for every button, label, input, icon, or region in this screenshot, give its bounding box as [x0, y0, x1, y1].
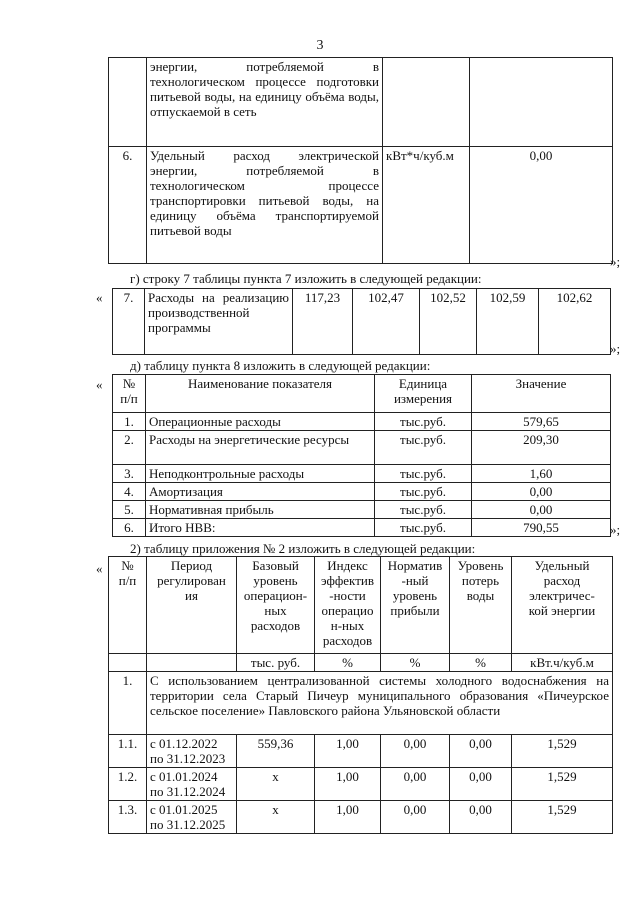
open-quote: « [96, 377, 103, 392]
table-row [113, 431, 611, 465]
cell-unit: тыс.руб. [375, 519, 472, 537]
cell-value: 102,52 [420, 289, 477, 355]
paragraph-g: г) строку 7 таблицы пункта 7 изложить в следующей редакции: [130, 271, 482, 286]
header-num: № п/п [113, 375, 146, 413]
cell-losses: 0,00 [450, 735, 512, 768]
cell-num: 3. [113, 465, 146, 483]
close-quote: »; [610, 341, 621, 356]
cell-value: 0,00 [472, 483, 611, 501]
cell-index: 1,00 [315, 735, 381, 768]
table-row [109, 768, 613, 801]
header-profit: Норматив -ный уровень прибыли [381, 557, 450, 654]
cell-base: 559,36 [237, 735, 315, 768]
cell-base: x [237, 768, 315, 801]
header-value: Значение [472, 375, 611, 413]
cell-period: с 01.01.2025 по 31.12.2025 [147, 801, 237, 834]
unit-losses: % [450, 654, 512, 672]
page-number: 3 [316, 38, 324, 53]
cell-unit: тыс.руб. [375, 431, 472, 465]
cell-name: Расходы на энергетические ресурсы [146, 431, 375, 465]
header-losses: Уровень потерь воды [450, 557, 512, 654]
cell-profit: 0,00 [381, 735, 450, 768]
cell-num: 1.1. [109, 735, 147, 768]
cell-name: Удельный расход электрической энергии, потребляемой в технологическом процессе транспортировки питьевой воды, на единицу объёма транспортируемой питьевой воды [147, 147, 383, 264]
cell-name: Расходы на реализацию производственной программы [145, 289, 293, 355]
cell-name: Нормативная прибыль [146, 501, 375, 519]
cell-profit: 0,00 [381, 768, 450, 801]
table-row [109, 58, 613, 147]
unit-base: тыс. руб. [237, 654, 315, 672]
cell-num: 6. [109, 147, 147, 264]
table-row [109, 735, 613, 768]
cell-num: 1. [113, 413, 146, 431]
table-row [109, 147, 613, 264]
cell-unit: тыс.руб. [375, 501, 472, 519]
close-quote: »; [610, 522, 621, 537]
table-8 [112, 374, 611, 537]
cell-value: 0,00 [470, 147, 613, 264]
cell-unit: тыс.руб. [375, 465, 472, 483]
paragraph-d: д) таблицу пункта 8 изложить в следующей редакции: [130, 358, 431, 373]
cell-num: 1.3. [109, 801, 147, 834]
table-row [113, 483, 611, 501]
cell-name: Неподконтрольные расходы [146, 465, 375, 483]
cell-value: 0,00 [472, 501, 611, 519]
table-appendix-2 [108, 556, 613, 834]
unit-num [109, 654, 147, 672]
unit-period [147, 654, 237, 672]
table-units-row [109, 654, 613, 672]
cell-energy: 1,529 [512, 735, 613, 768]
cell-energy: 1,529 [512, 801, 613, 834]
cell-unit [383, 58, 470, 147]
table-row [113, 465, 611, 483]
header-num: № п/п [109, 557, 147, 654]
header-period: Период регулирован ия [147, 557, 237, 654]
header-index: Индекс эффектив -ности операцио н-ных расходов [315, 557, 381, 654]
table-row [109, 801, 613, 834]
cell-value: 790,55 [472, 519, 611, 537]
open-quote: « [96, 561, 103, 576]
header-base: Базовый уровень операцион- ных расходов [237, 557, 315, 654]
cell-unit: тыс.руб. [375, 413, 472, 431]
cell-value: 117,23 [293, 289, 353, 355]
cell-index: 1,00 [315, 801, 381, 834]
cell-unit: тыс.руб. [375, 483, 472, 501]
cell-name: энергии, потребляемой в технологическом процессе подготовки питьевой воды, на единицу объёма воды, отпускаемой в сеть [147, 58, 383, 147]
cell-name: Амортизация [146, 483, 375, 501]
table-row [113, 519, 611, 537]
cell-losses: 0,00 [450, 768, 512, 801]
cell-value: 102,62 [539, 289, 611, 355]
table-row [113, 413, 611, 431]
cell-profit: 0,00 [381, 801, 450, 834]
table-row [113, 501, 611, 519]
cell-num: 7. [113, 289, 145, 355]
cell-num: 2. [113, 431, 146, 465]
section-text: С использованием централизованной системы холодного водоснабжения на территории села Старый Пичеур муниципального образования «Пичеурское сельское поселение» Павловского района Ульяновской области [147, 672, 613, 735]
cell-num: 6. [113, 519, 146, 537]
cell-value: 1,60 [472, 465, 611, 483]
cell-unit: кВт*ч/куб.м [383, 147, 470, 264]
header-unit: Единица измерения [375, 375, 472, 413]
unit-energy: кВт.ч/куб.м [512, 654, 613, 672]
header-name: Наименование показателя [146, 375, 375, 413]
table-header-row [113, 375, 611, 413]
unit-index: % [315, 654, 381, 672]
cell-num: 1.2. [109, 768, 147, 801]
cell-name: Операционные расходы [146, 413, 375, 431]
cell-losses: 0,00 [450, 801, 512, 834]
cell-index: 1,00 [315, 768, 381, 801]
cell-num [109, 58, 147, 147]
header-energy: Удельный расход электричес- кой энергии [512, 557, 613, 654]
open-quote: « [96, 290, 103, 305]
cell-period: с 01.12.2022 по 31.12.2023 [147, 735, 237, 768]
table-row [113, 289, 611, 355]
table-section-row [109, 672, 613, 735]
close-quote: »; [610, 254, 621, 269]
cell-num: 4. [113, 483, 146, 501]
cell-period: с 01.01.2024 по 31.12.2024 [147, 768, 237, 801]
unit-profit: % [381, 654, 450, 672]
cell-value: 209,30 [472, 431, 611, 465]
cell-base: x [237, 801, 315, 834]
cell-value: 579,65 [472, 413, 611, 431]
cell-num: 5. [113, 501, 146, 519]
cell-value [470, 58, 613, 147]
cell-energy: 1,529 [512, 768, 613, 801]
table-top [108, 57, 613, 264]
cell-value: 102,59 [477, 289, 539, 355]
table-row7 [112, 288, 611, 355]
section-num: 1. [109, 672, 147, 735]
paragraph-2: 2) таблицу приложения № 2 изложить в следующей редакции: [130, 541, 476, 556]
table-header-row [109, 557, 613, 654]
cell-value: 102,47 [353, 289, 420, 355]
cell-name: Итого НВВ: [146, 519, 375, 537]
